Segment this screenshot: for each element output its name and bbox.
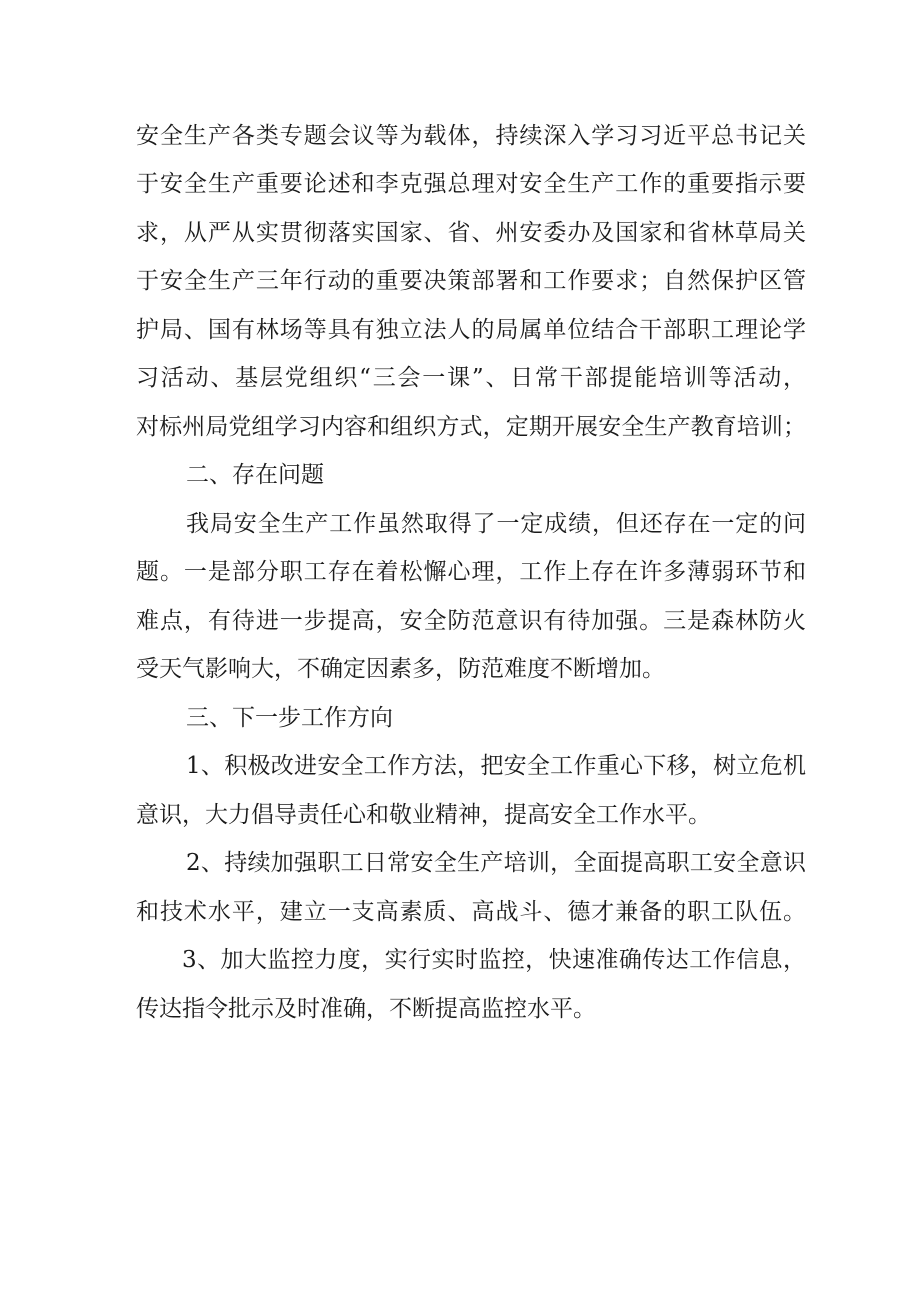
section-heading-problems: 二、存在问题 xyxy=(186,462,324,488)
list-item-2: 2、持续加强职工日常安全生产培训，全面提高职工安全意识 xyxy=(186,850,806,876)
body-text-line: 题。一是部分职工存在着松懈心理，工作上存在许多薄弱环节和 xyxy=(136,559,806,585)
body-text-line: 于安全生产重要论述和李克强总理对安全生产工作的重要指示要 xyxy=(136,171,806,197)
list-item-1: 1、积极改进安全工作方法，把安全工作重心下移，树立危机 xyxy=(186,753,806,779)
body-text-line: 难点，有待进一步提高，安全防范意识有待加强。三是森林防火 xyxy=(136,608,806,634)
list-item-3: 3、加大监控力度，实行实时监控，快速准确传达工作信息， xyxy=(182,947,806,973)
body-text-line: 受天气影响大，不确定因素多，防范难度不断增加。 xyxy=(136,656,665,682)
body-text-line: 习活动、基层党组织“三会一课”、日常干部提能培训等活动， xyxy=(136,365,806,391)
body-text-line: 护局、国有林场等具有独立法人的局属单位结合干部职工理论学 xyxy=(136,317,806,343)
body-text-line: 求，从严从实贯彻落实国家、省、州安委办及国家和省林草局关 xyxy=(136,220,806,246)
section-heading-next-steps: 三、下一步工作方向 xyxy=(186,705,393,731)
body-text-line: 对标州局党组学习内容和组织方式，定期开展安全生产教育培训； xyxy=(136,414,806,440)
body-text-line: 意识，大力倡导责任心和敬业精神，提高安全工作水平。 xyxy=(136,802,711,828)
body-text-line: 安全生产各类专题会议等为载体，持续深入学习习近平总书记关 xyxy=(136,123,806,149)
body-text-line: 我局安全生产工作虽然取得了一定成绩，但还存在一定的问 xyxy=(186,511,806,537)
body-text-line: 和技术水平，建立一支高素质、高战斗、德才兼备的职工队伍。 xyxy=(136,899,806,925)
body-text-line: 于安全生产三年行动的重要决策部署和工作要求；自然保护区管 xyxy=(136,268,806,294)
body-text-line: 传达指令批示及时准确，不断提高监控水平。 xyxy=(136,996,596,1022)
